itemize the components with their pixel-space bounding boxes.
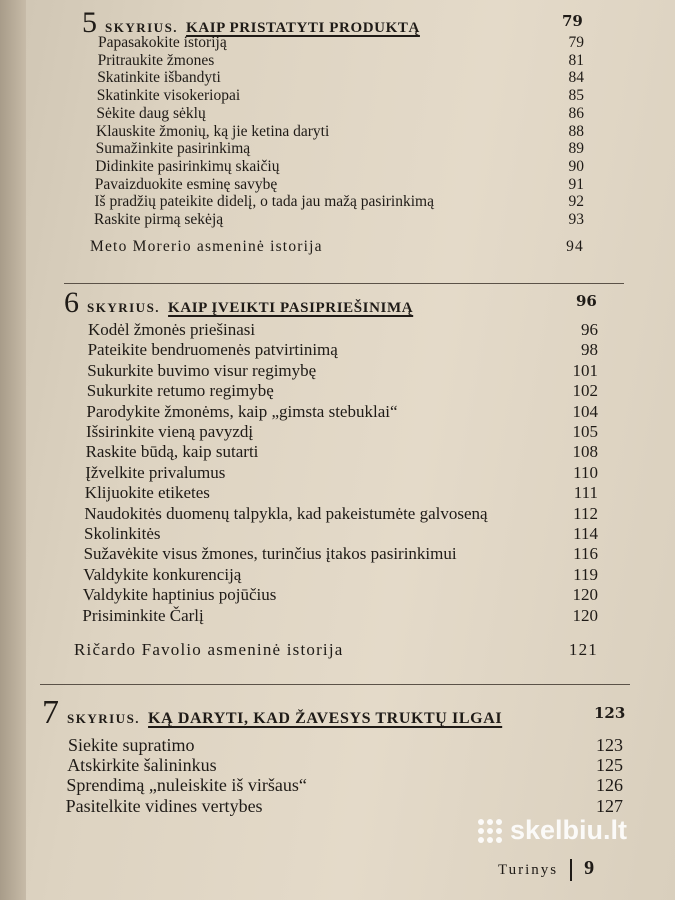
entry-title: Valdykite haptinius pojūčius: [82, 585, 277, 605]
entry-title: Ričardo Favolio asmeninė istorija: [74, 640, 344, 659]
entry-title: Skatinkite visokeriopai: [96, 87, 241, 105]
entry-title: Raskite būdą, kaip sutarti: [85, 442, 259, 462]
toc-entry: [83, 585, 598, 606]
divider: [40, 684, 630, 685]
chapter-number: 7: [42, 694, 59, 731]
entry-title: Kodėl žmonės priešinasi: [88, 320, 256, 339]
entry-title: Sukurkite buvimo visur regimybę: [87, 360, 317, 380]
entry-page: 125: [595, 755, 623, 776]
toc-entry: [87, 381, 598, 402]
entry-title: Pasitelkite vidines vertybes: [65, 795, 263, 816]
chapter-page: 79: [562, 12, 583, 30]
chapter-label: SKYRIUS.: [87, 300, 161, 315]
entry-title: Papasakokite istoriją: [98, 34, 227, 51]
entry-title: Skatinkite išbandyti: [97, 69, 221, 87]
entry-page: 120: [572, 605, 598, 625]
divider: [64, 283, 624, 284]
entry-title: Prisiminkite Čarlį: [82, 605, 204, 625]
toc-entry: [97, 69, 584, 89]
toc-entry: [95, 176, 584, 196]
entry-page: 86: [568, 104, 584, 122]
toc-entry: [68, 735, 623, 757]
entry-page: 112: [573, 503, 598, 523]
toc-entry: [96, 140, 584, 160]
entry-title: Pritraukite žmones: [97, 51, 215, 69]
toc-entry: [94, 211, 584, 231]
entry-page: 93: [568, 211, 584, 228]
chapter-label: SKYRIUS.: [67, 711, 141, 726]
page-footer: [498, 857, 594, 881]
entry-page: 119: [573, 564, 598, 584]
toc-entry: [84, 504, 598, 525]
toc-entry: [84, 524, 598, 545]
entry-page: 94: [566, 238, 584, 255]
entry-title: Valdykite konkurenciją: [83, 564, 242, 584]
entry-title: Raskite pirmą sekėją: [94, 211, 224, 228]
toc-entry: [98, 52, 584, 72]
toc-entry: [86, 422, 598, 443]
entry-title: Sužavėkite visus žmones, turinčius įtakos pasirinkimui: [83, 544, 457, 564]
entry-page: 116: [573, 544, 598, 564]
entry-page: 102: [572, 381, 598, 401]
entry-title: Didinkite pasirinkimų skaičių: [95, 157, 280, 175]
entry-page: 90: [568, 157, 584, 175]
entry-page: 101: [572, 360, 598, 380]
entry-title: Parodykite žmonėms, kaip „gimsta stebuklai“: [86, 401, 398, 421]
toc-entry: [86, 442, 598, 463]
toc-entry: [86, 402, 598, 423]
toc-entry: [66, 775, 623, 797]
entry-page: 108: [572, 442, 598, 462]
toc-entry: [67, 755, 623, 777]
toc-entry: [85, 463, 598, 484]
toc-entry: [87, 361, 598, 382]
chapter-title: KAIP PRISTATYTI PRODUKTĄ: [186, 20, 420, 36]
entry-title: Skolinkitės: [84, 524, 161, 543]
footer-label: Turinys: [498, 862, 559, 878]
toc-entry: [95, 158, 584, 178]
entry-page: 98: [580, 340, 598, 360]
entry-page: 89: [568, 140, 584, 158]
entry-title: Pateikite bendruomenės patvirtinimą: [87, 340, 338, 360]
entry-title: Meto Morerio asmeninė istorija: [90, 238, 323, 255]
entry-page: 81: [568, 51, 584, 69]
entry-title: Iš pradžių pateikite didelį, o tada jau mažą pasirinkimą: [94, 193, 434, 211]
entry-page: 120: [572, 585, 598, 605]
entry-page: 121: [568, 640, 598, 659]
entry-title: Sprendimą „nuleiskite iš viršaus“: [66, 775, 307, 796]
entry-title: Įžvelkite privalumus: [85, 462, 226, 482]
story-entry: [74, 640, 598, 661]
entry-title: Naudokitės duomenų talpykla, kad pakeistumėte galvoseną: [84, 503, 488, 523]
entry-title: Sukurkite retumo regimybę: [86, 381, 274, 401]
entry-title: Siekite supratimo: [68, 735, 195, 755]
page-number: 9: [584, 857, 595, 879]
toc-entry: [88, 340, 598, 361]
entry-title: Atskirkite šalininkus: [67, 755, 217, 776]
toc-entry: [96, 123, 584, 143]
entry-page: 92: [568, 193, 584, 211]
toc-entry: [97, 87, 584, 107]
footer-separator: [570, 859, 572, 881]
toc-entry: [96, 105, 584, 125]
entry-page: 84: [568, 69, 584, 87]
entry-page: 110: [573, 462, 598, 482]
entry-page: 126: [595, 775, 623, 796]
entry-page: 96: [581, 320, 598, 339]
toc-entry: [94, 193, 584, 213]
toc-entry: [88, 320, 598, 341]
chapter-number: 5: [82, 6, 97, 39]
watermark: [478, 815, 627, 846]
chapter-page: 123: [594, 704, 626, 722]
chapter-number: 6: [64, 286, 79, 319]
entry-page: 111: [573, 483, 598, 503]
chapter-heading: [64, 286, 413, 320]
entry-title: Sumažinkite pasirinkimą: [95, 140, 251, 158]
entry-page: 123: [596, 735, 623, 755]
chapter-heading: [42, 694, 502, 732]
entry-title: Klauskite žmonių, ką jie ketina daryti: [96, 122, 330, 140]
entry-page: 88: [568, 122, 584, 140]
entry-title: Pavaizduokite esminę savybę: [94, 175, 278, 193]
entry-page: 114: [573, 524, 598, 543]
story-entry: [90, 238, 584, 258]
toc-entry: [85, 483, 598, 504]
watermark-logo-icon: [478, 819, 502, 843]
chapter-page: 96: [576, 292, 597, 310]
entry-page: 79: [568, 34, 584, 51]
entry-title: Klijuokite etiketes: [84, 483, 210, 503]
entry-title: Išsirinkite vieną pavyzdį: [86, 422, 254, 441]
entry-page: 91: [568, 175, 584, 193]
entry-page: 105: [572, 422, 598, 441]
page-edge: [0, 0, 26, 900]
chapter-label: SKYRIUS.: [105, 20, 179, 35]
entry-title: Sėkite daug sėklų: [96, 104, 206, 122]
toc-entry: [98, 34, 584, 54]
entry-page: 104: [572, 401, 598, 421]
entry-page: 127: [595, 795, 623, 816]
watermark-text: skelbiu.lt: [510, 815, 628, 845]
toc-entry: [83, 565, 598, 586]
toc-entry: [84, 544, 598, 565]
chapter-title: KAIP ĮVEIKTI PASIPRIEŠINIMĄ: [168, 300, 414, 316]
toc-entry: [82, 606, 598, 627]
entry-page: 85: [568, 87, 584, 105]
chapter-title: KĄ DARYTI, KAD ŽAVESYS TRUKTŲ ILGAI: [148, 710, 503, 727]
